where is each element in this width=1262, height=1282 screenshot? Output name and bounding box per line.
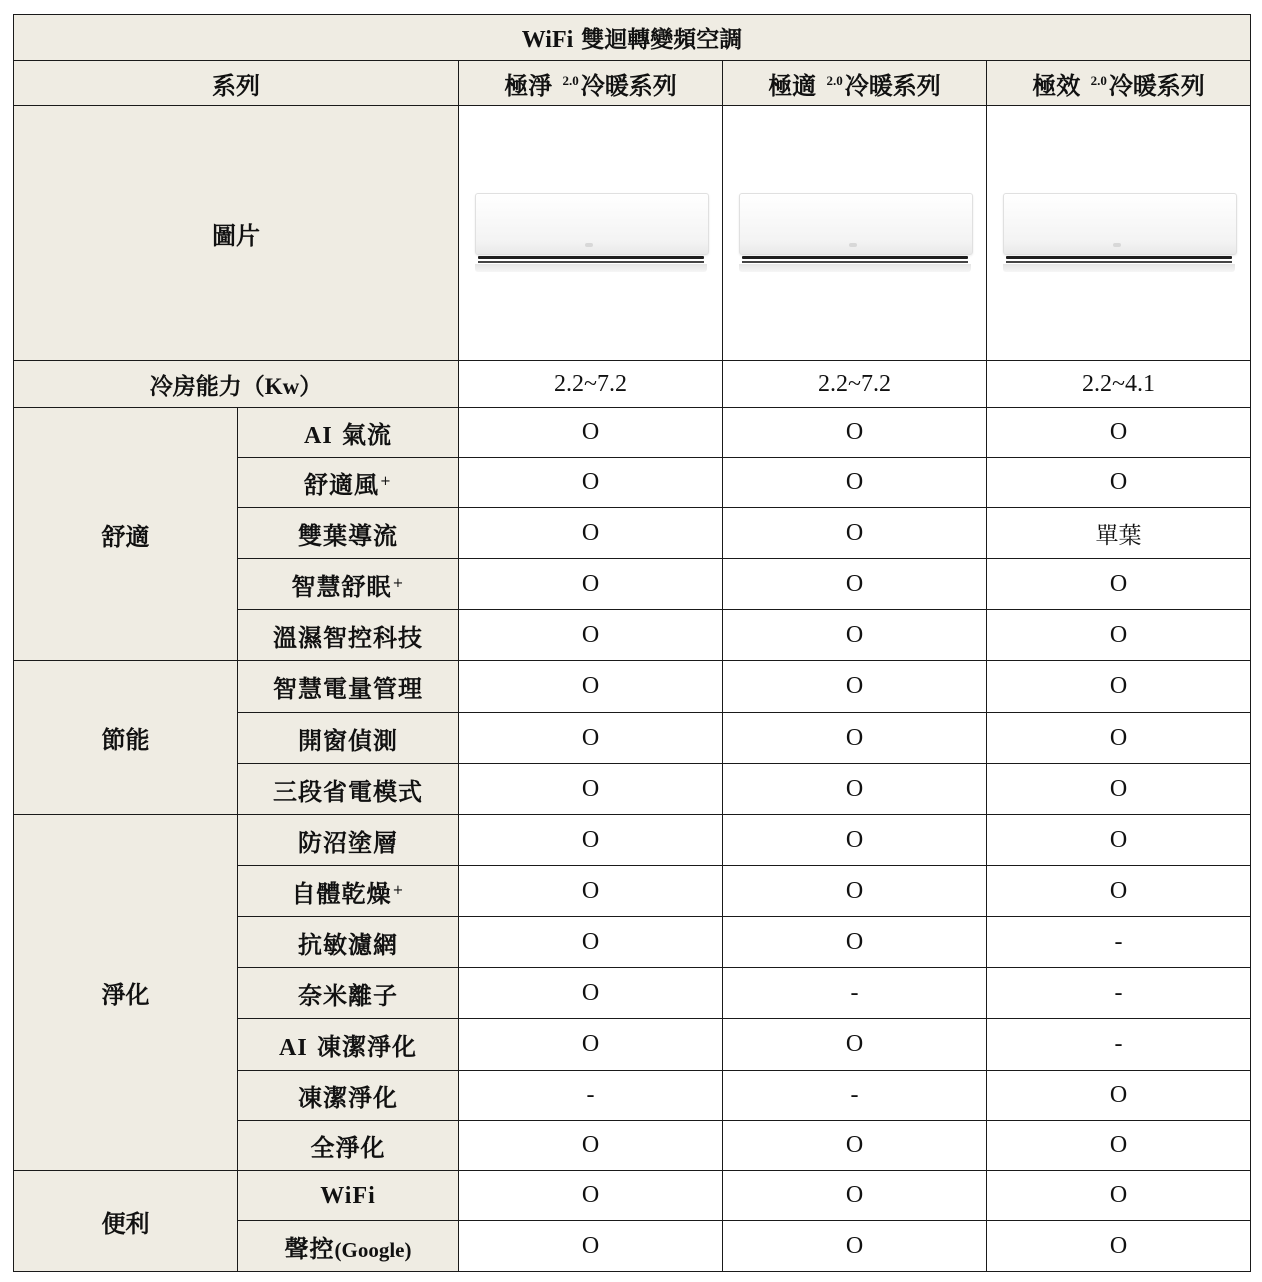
feature-name: 全淨化 bbox=[310, 1134, 386, 1162]
feature-label bbox=[238, 1071, 459, 1121]
feature-value-2: O bbox=[723, 815, 987, 866]
feature-value-2: O bbox=[723, 866, 987, 917]
feature-value-3: O bbox=[987, 559, 1251, 610]
feature-value-3: O bbox=[987, 458, 1251, 508]
feature-plus-mark: + bbox=[380, 474, 392, 489]
feature-name: 雙葉導流 bbox=[298, 521, 398, 550]
series-2-suffix: 冷暖系列 bbox=[844, 71, 941, 100]
feature-value-3: O bbox=[987, 661, 1251, 713]
series-1-version: 2.0 bbox=[562, 72, 579, 88]
feature-value-2: O bbox=[723, 458, 987, 508]
feature-plus-mark: + bbox=[392, 882, 405, 898]
series-header-2 bbox=[723, 61, 987, 106]
feature-value-2: O bbox=[723, 610, 987, 661]
feature-suffix: (Google) bbox=[334, 1237, 412, 1262]
feature-name: 氣流 bbox=[342, 421, 393, 449]
feature-value-1: O bbox=[459, 764, 723, 815]
group-label: 舒適 bbox=[14, 408, 238, 661]
feature-label bbox=[238, 1221, 459, 1272]
feature-value-1: O bbox=[459, 610, 723, 661]
feature-value-1: O bbox=[459, 1171, 723, 1221]
capacity-row bbox=[14, 361, 1251, 408]
series-label: 系列 bbox=[14, 61, 459, 106]
feature-value-1: O bbox=[459, 559, 723, 610]
feature-value-1: O bbox=[459, 661, 723, 713]
image-row bbox=[14, 106, 1251, 361]
feature-name: 智慧舒眠 bbox=[291, 572, 392, 601]
feature-value-1: O bbox=[459, 1019, 723, 1071]
table-row bbox=[14, 661, 1251, 713]
feature-value-3: O bbox=[987, 1221, 1251, 1272]
series-1-prefix: 極淨 bbox=[504, 71, 553, 100]
series-2-prefix: 極適 bbox=[768, 71, 817, 100]
feature-label bbox=[238, 508, 459, 559]
capacity-value-3: 2.2~4.1 bbox=[987, 361, 1251, 408]
series-2-version: 2.0 bbox=[826, 72, 843, 88]
feature-latin: AI bbox=[303, 423, 333, 449]
capacity-label-text: 冷房能力 bbox=[149, 373, 242, 400]
feature-value-2: O bbox=[723, 661, 987, 713]
feature-label bbox=[238, 1121, 459, 1171]
series-1-suffix: 冷暖系列 bbox=[580, 71, 677, 100]
feature-value-2: O bbox=[723, 1171, 987, 1221]
spec-table bbox=[13, 14, 1251, 1272]
series-header-1 bbox=[459, 61, 723, 106]
air-conditioner-image bbox=[739, 193, 971, 273]
title-cjk: 雙迴轉變頻空調 bbox=[581, 27, 743, 53]
feature-value-3: O bbox=[987, 713, 1251, 764]
series-3-prefix: 極效 bbox=[1032, 71, 1081, 100]
feature-value-3: O bbox=[987, 1171, 1251, 1221]
feature-value-1: O bbox=[459, 917, 723, 968]
feature-value-1: O bbox=[459, 815, 723, 866]
feature-name: 舒適風 bbox=[304, 471, 380, 499]
capacity-label: 冷房能力（Kw） bbox=[14, 361, 459, 408]
feature-label bbox=[238, 764, 459, 815]
feature-value-3: O bbox=[987, 1071, 1251, 1121]
table-row bbox=[14, 815, 1251, 866]
table-title bbox=[14, 15, 1251, 61]
feature-name: 抗敏濾網 bbox=[298, 930, 398, 959]
series-3-suffix: 冷暖系列 bbox=[1108, 71, 1205, 100]
feature-name: 奈米離子 bbox=[298, 981, 398, 1010]
feature-value-2: O bbox=[723, 1121, 987, 1171]
group-label: 便利 bbox=[14, 1171, 238, 1272]
feature-name: 凍潔淨化 bbox=[298, 1084, 398, 1112]
feature-name: 開窗偵測 bbox=[298, 726, 398, 755]
feature-value-3: O bbox=[987, 866, 1251, 917]
title-latin: WiFi bbox=[521, 27, 574, 53]
feature-value-2: O bbox=[723, 764, 987, 815]
capacity-unit: Kw bbox=[264, 373, 300, 399]
feature-value-3: - bbox=[987, 917, 1251, 968]
feature-latin: WiFi bbox=[320, 1183, 376, 1209]
product-image-cell-2 bbox=[723, 106, 987, 361]
feature-value-3: O bbox=[987, 764, 1251, 815]
feature-value-1: O bbox=[459, 458, 723, 508]
series-header-row bbox=[14, 61, 1251, 106]
feature-label bbox=[238, 661, 459, 713]
feature-value-2: - bbox=[723, 968, 987, 1019]
feature-value-2: O bbox=[723, 408, 987, 458]
feature-label bbox=[238, 408, 459, 458]
series-header-3 bbox=[987, 61, 1251, 106]
feature-value-1: O bbox=[459, 968, 723, 1019]
feature-value-1: O bbox=[459, 866, 723, 917]
table-row bbox=[14, 408, 1251, 458]
feature-label bbox=[238, 917, 459, 968]
feature-label bbox=[238, 458, 459, 508]
feature-value-2: O bbox=[723, 1019, 987, 1071]
capacity-value-2: 2.2~7.2 bbox=[723, 361, 987, 408]
feature-label bbox=[238, 610, 459, 661]
feature-value-2: O bbox=[723, 917, 987, 968]
feature-value-3: O bbox=[987, 610, 1251, 661]
feature-value-1: O bbox=[459, 713, 723, 764]
title-row bbox=[14, 15, 1251, 61]
air-conditioner-image bbox=[475, 193, 707, 273]
product-image-cell-1 bbox=[459, 106, 723, 361]
feature-label bbox=[238, 1171, 459, 1221]
air-conditioner-image bbox=[1003, 193, 1235, 273]
feature-value-2: O bbox=[723, 559, 987, 610]
feature-value-3: O bbox=[987, 815, 1251, 866]
series-3-version: 2.0 bbox=[1090, 72, 1107, 88]
group-label: 節能 bbox=[14, 661, 238, 815]
feature-value-2: - bbox=[723, 1071, 987, 1121]
image-label: 圖片 bbox=[14, 106, 459, 361]
feature-value-3: 單葉 bbox=[987, 508, 1251, 559]
group-label: 淨化 bbox=[14, 815, 238, 1171]
feature-label bbox=[238, 866, 459, 917]
feature-value-1: O bbox=[459, 508, 723, 559]
feature-label bbox=[238, 815, 459, 866]
feature-name: 凍潔淨化 bbox=[317, 1033, 418, 1061]
feature-name: 聲控 bbox=[284, 1234, 335, 1263]
feature-value-3: - bbox=[987, 968, 1251, 1019]
feature-value-1: O bbox=[459, 408, 723, 458]
feature-latin: AI bbox=[278, 1035, 308, 1061]
feature-value-1: O bbox=[459, 1221, 723, 1272]
feature-label bbox=[238, 713, 459, 764]
feature-label bbox=[238, 559, 459, 610]
feature-value-2: O bbox=[723, 713, 987, 764]
feature-plus-mark: + bbox=[392, 575, 405, 591]
product-image-cell-3 bbox=[987, 106, 1251, 361]
capacity-value-1: 2.2~7.2 bbox=[459, 361, 723, 408]
feature-name: 三段省電模式 bbox=[273, 777, 423, 806]
feature-value-3: O bbox=[987, 1121, 1251, 1171]
feature-name: 智慧電量管理 bbox=[273, 675, 423, 703]
feature-value-2: O bbox=[723, 1221, 987, 1272]
feature-name: 自體乾燥 bbox=[291, 879, 392, 908]
feature-value-1: - bbox=[459, 1071, 723, 1121]
feature-label bbox=[238, 1019, 459, 1071]
feature-name: 防沼塗層 bbox=[298, 828, 398, 857]
feature-value-1: O bbox=[459, 1121, 723, 1171]
feature-value-3: O bbox=[987, 408, 1251, 458]
feature-label bbox=[238, 968, 459, 1019]
feature-name: 溫濕智控科技 bbox=[273, 623, 423, 652]
feature-value-3: - bbox=[987, 1019, 1251, 1071]
table-row bbox=[14, 1171, 1251, 1221]
feature-value-2: O bbox=[723, 508, 987, 559]
